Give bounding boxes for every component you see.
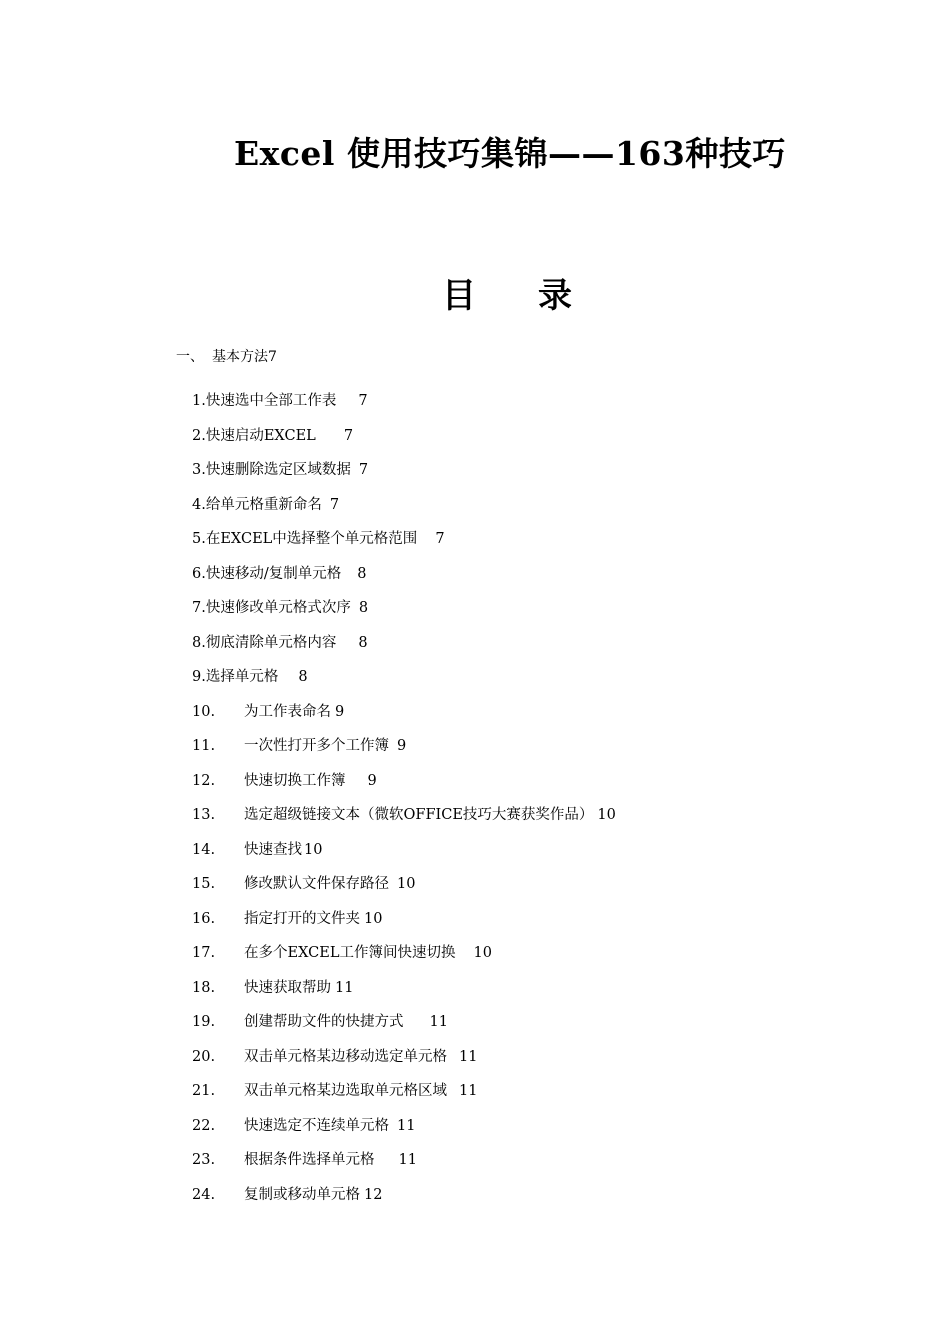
toc-item[interactable] (192, 1184, 616, 1219)
section-label: 基本方法7 (212, 349, 277, 365)
toc-item-text: 选定超级链接文本（微软OFFICE技巧大赛获奖作品） (244, 807, 594, 823)
toc-item-page: 11 (335, 979, 354, 996)
toc-item-number: 22. (192, 1117, 216, 1134)
toc-item[interactable] (192, 494, 616, 529)
toc-item-text: 一次性打开多个工作簿 (244, 738, 389, 754)
toc-item-number: 9. (192, 669, 206, 685)
toc-item-number: 4. (192, 496, 206, 513)
toc-item-text: 快速移动/复制单元格 (205, 565, 342, 582)
toc-item-page: 10 (304, 841, 323, 858)
toc-item-number: 14. (192, 841, 216, 858)
toc-item-page: 11 (398, 1152, 417, 1168)
toc-item[interactable] (192, 1149, 616, 1184)
toc-item-number: 19. (192, 1014, 216, 1030)
toc-section-1[interactable] (176, 346, 277, 366)
toc-item[interactable] (192, 563, 616, 598)
toc-item-text: 根据条件选择单元格 (244, 1152, 375, 1168)
toc-item[interactable] (192, 425, 616, 460)
toc-item-number: 3. (192, 462, 206, 478)
toc-item-page: 10 (473, 945, 492, 961)
toc-heading (0, 268, 950, 317)
toc-item-number: 10. (192, 703, 216, 720)
toc-item-text: 快速查找 (244, 841, 302, 858)
toc-item-text: 快速切换工作簿 (244, 772, 346, 789)
toc-item[interactable] (192, 597, 616, 632)
toc-item-text: 快速选中全部工作表 (205, 393, 337, 409)
toc-item-number: 11. (192, 738, 216, 754)
toc-item[interactable] (192, 666, 616, 701)
toc-item-text: 双击单元格某边移动选定单元格 (244, 1048, 447, 1065)
toc-item-page: 11 (397, 1117, 416, 1134)
toc-item-text: 快速删除选定区域数据 (205, 462, 351, 478)
toc-item-number: 12. (192, 772, 216, 789)
toc-item-number: 18. (192, 979, 216, 996)
toc-heading-char-2: 录 (538, 276, 572, 316)
toc-item[interactable] (192, 632, 616, 667)
toc-item[interactable] (192, 1115, 616, 1150)
toc-item-text: 彻底清除单元格内容 (205, 634, 337, 651)
toc-item-text: 双击单元格某边选取单元格区域 (244, 1083, 447, 1099)
toc-item-page: 10 (364, 910, 383, 927)
toc-item-page: 8 (298, 669, 308, 685)
toc-item[interactable] (192, 977, 616, 1012)
toc-item-number: 8. (192, 634, 206, 651)
toc-item[interactable] (192, 942, 616, 977)
toc-heading-char-1: 目 (442, 276, 476, 316)
toc-item-text: 快速启动EXCEL (205, 427, 316, 444)
toc-item-text: 快速修改单元格式次序 (205, 600, 351, 616)
toc-item-text: 修改默认文件保存路径 (244, 876, 389, 892)
toc-item[interactable] (192, 908, 616, 943)
toc-item[interactable] (192, 1011, 616, 1046)
toc-item-text: 在多个EXCEL工作簿间快速切换 (244, 945, 456, 961)
toc-item-page: 8 (357, 565, 367, 582)
toc-item-page: 9 (335, 703, 345, 720)
toc-item[interactable] (192, 390, 616, 425)
toc-item-number: 13. (192, 807, 216, 823)
toc-item-number: 7. (192, 600, 206, 616)
toc-item-number: 20. (192, 1048, 216, 1065)
toc-item-text: 在EXCEL中选择整个单元格范围 (205, 531, 418, 547)
toc-item-text: 创建帮助文件的快捷方式 (244, 1014, 404, 1030)
toc-item[interactable] (192, 1080, 616, 1115)
toc-item-number: 2. (192, 427, 206, 444)
toc-item-page: 7 (329, 496, 340, 513)
toc-item-number: 16. (192, 910, 216, 927)
toc-item-number: 24. (192, 1186, 216, 1203)
toc-item-page: 10 (597, 807, 616, 823)
toc-item-page: 12 (364, 1186, 383, 1203)
toc-item-text: 复制或移动单元格 (244, 1186, 360, 1203)
toc-item-page: 11 (459, 1083, 478, 1099)
toc-item-page: 9 (397, 738, 407, 754)
toc-item-page: 11 (459, 1048, 478, 1065)
toc-item[interactable] (192, 839, 616, 874)
toc-item-page: 7 (358, 393, 368, 409)
toc-item[interactable] (192, 459, 616, 494)
section-number: 一、 (176, 349, 204, 365)
toc-item[interactable] (192, 873, 616, 908)
toc-item-page: 8 (358, 634, 368, 651)
toc-item-number: 15. (192, 876, 216, 892)
toc-item-number: 5. (192, 531, 206, 547)
toc-list (192, 390, 616, 1218)
toc-item-page: 7 (435, 531, 445, 547)
toc-item-page: 7 (343, 427, 354, 444)
toc-item-text: 选择单元格 (205, 669, 279, 685)
toc-item-text: 快速获取帮助 (244, 979, 331, 996)
toc-item-number: 23. (192, 1152, 216, 1168)
document-title: Excel 使用技巧集锦——163种技巧 (234, 134, 786, 173)
toc-item-text: 为工作表命名 (244, 703, 331, 720)
toc-item-text: 快速选定不连续单元格 (244, 1117, 389, 1134)
toc-item[interactable] (192, 735, 616, 770)
toc-item-text: 指定打开的文件夹 (244, 910, 360, 927)
toc-item-number: 21. (192, 1083, 216, 1099)
toc-item-page: 11 (429, 1014, 448, 1030)
toc-item[interactable] (192, 701, 616, 736)
toc-item[interactable] (192, 770, 616, 805)
toc-item[interactable] (192, 1046, 616, 1081)
toc-item-number: 17. (192, 945, 216, 961)
toc-item[interactable] (192, 804, 616, 839)
toc-item-text: 给单元格重新命名 (205, 496, 322, 513)
toc-item-page: 7 (358, 462, 369, 478)
toc-item-number: 6. (192, 565, 206, 582)
toc-item-page: 9 (367, 772, 377, 789)
toc-item-number: 1. (192, 393, 206, 409)
toc-item[interactable] (192, 528, 616, 563)
toc-item-page: 8 (358, 600, 369, 616)
toc-item-page: 10 (397, 876, 416, 892)
